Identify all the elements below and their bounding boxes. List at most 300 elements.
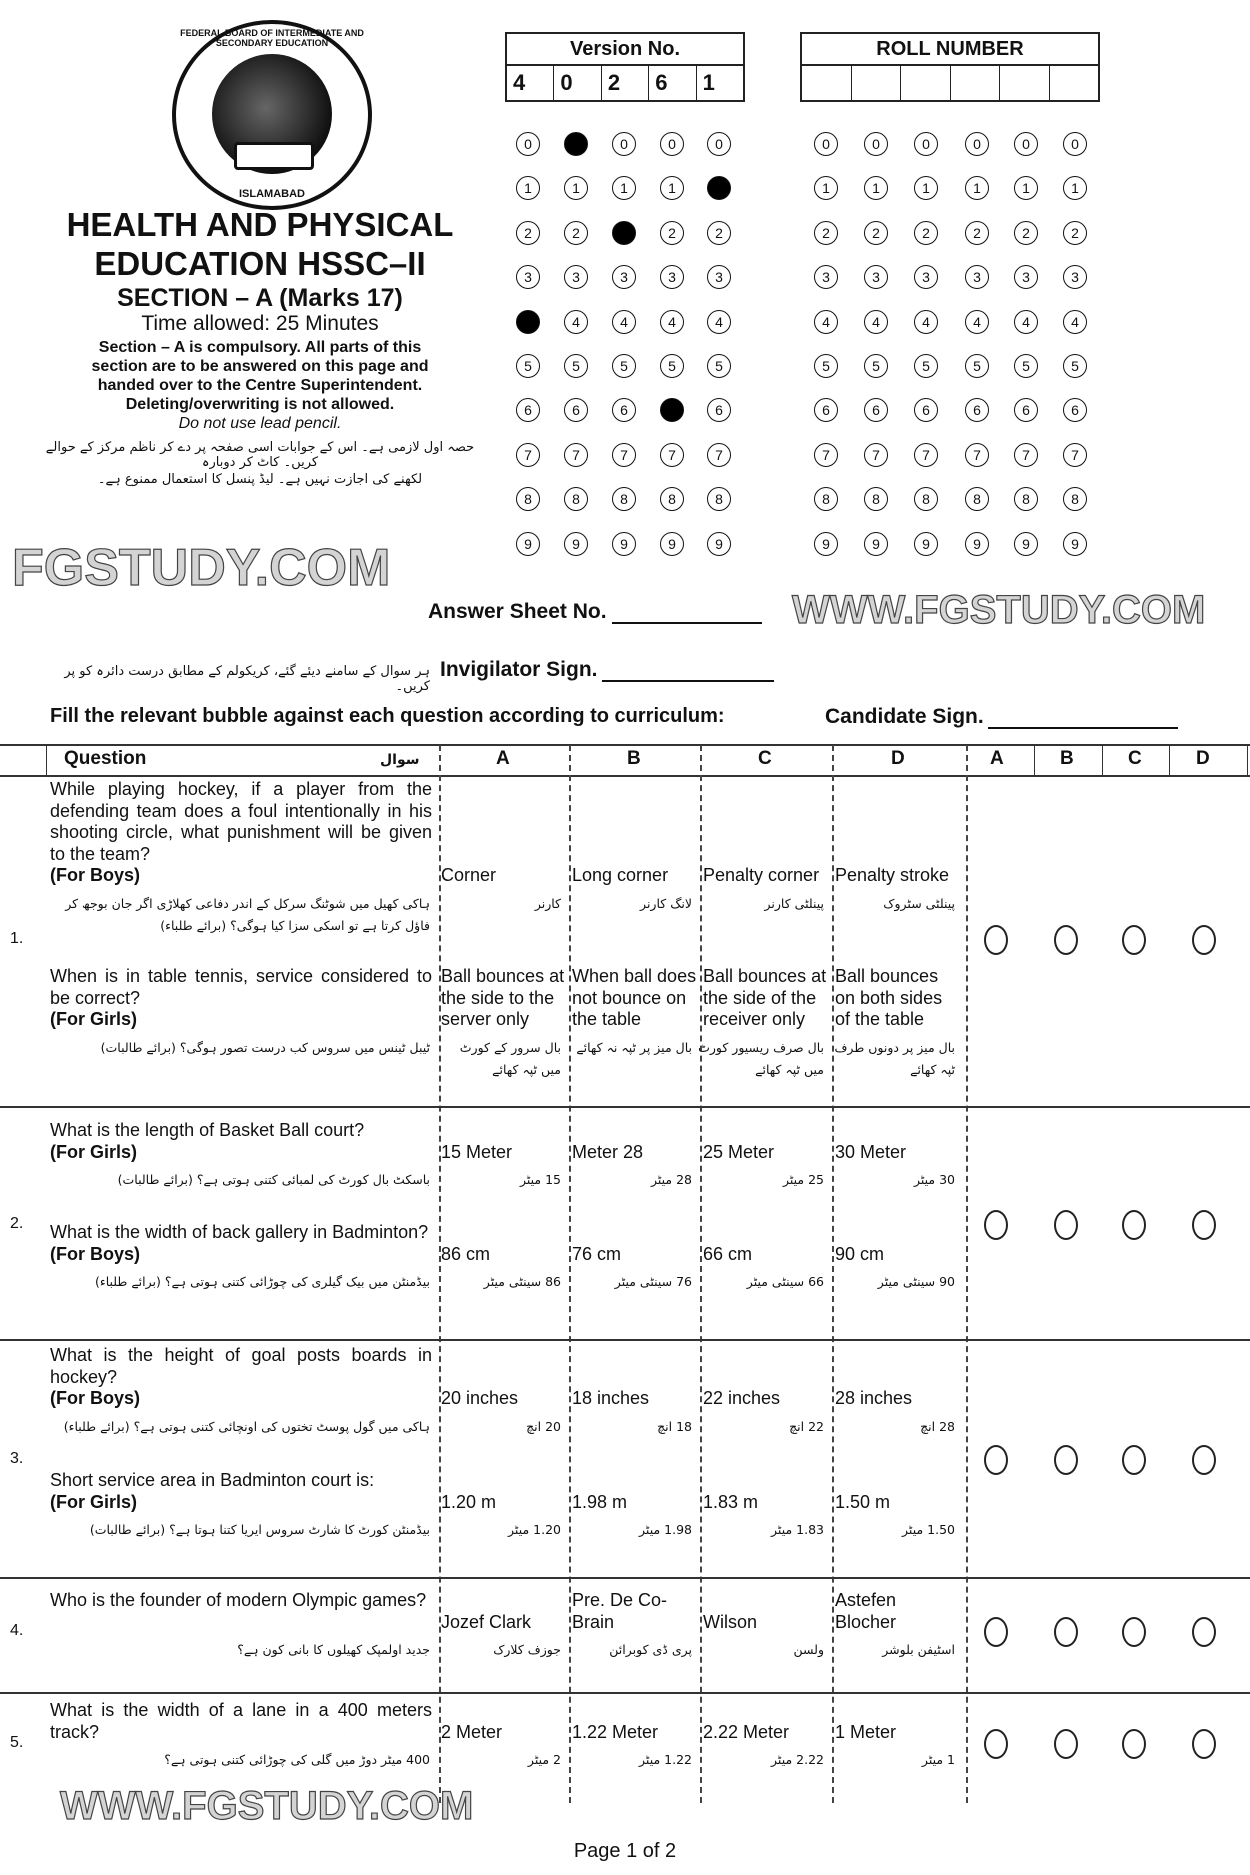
bubble-digit: 1	[620, 180, 628, 196]
candidate-sign-field[interactable]	[988, 727, 1178, 729]
bubble-digit: 5	[572, 358, 580, 374]
bubble-digit: 3	[922, 269, 930, 285]
option-urdu-c: 66 سینٹی میٹر	[746, 1274, 824, 1289]
roll-number-bubble[interactable]	[914, 487, 938, 511]
bubble-digit: 3	[715, 269, 723, 285]
option-c: Ball bounces at the side of the receiver only	[703, 966, 827, 1029]
bubble-digit: 2	[822, 225, 830, 241]
answer-bubble-c[interactable]	[1122, 1617, 1146, 1647]
roll-number-bubble[interactable]	[864, 310, 888, 334]
option-urdu-a: بال سرور کے کورٹ میں ٹپہ کھائے	[459, 1039, 561, 1077]
bubble-digit: 7	[715, 447, 723, 463]
option-d: 1.50 m	[835, 1491, 891, 1512]
bubble-digit: 4	[1071, 314, 1079, 330]
version-bubble[interactable]	[516, 398, 540, 422]
instruction-line: Do not use lead pencil.	[178, 415, 342, 432]
roll-digit-input[interactable]	[852, 66, 902, 100]
roll-number-bubble[interactable]	[1063, 176, 1087, 200]
version-digit: 4	[507, 66, 554, 100]
version-bubble[interactable]	[660, 443, 684, 467]
bubble-digit: 1	[668, 180, 676, 196]
invigilator-row	[440, 658, 774, 682]
roll-number-bubble[interactable]	[914, 265, 938, 289]
instructions	[40, 338, 480, 433]
roll-number-bubble[interactable]	[864, 221, 888, 245]
option-urdu-b: 1.98 میٹر	[639, 1522, 692, 1537]
option-a: 2 Meter	[441, 1721, 503, 1742]
version-bubble[interactable]	[660, 176, 684, 200]
roll-number-box	[800, 32, 1100, 102]
bubble-digit: 5	[620, 358, 628, 374]
question-audience-tag: (For Boys)	[50, 865, 140, 885]
version-bubble[interactable]	[564, 310, 588, 334]
version-bubble[interactable]	[660, 354, 684, 378]
version-bubble[interactable]	[612, 265, 636, 289]
option-urdu-c: 1.83 میٹر	[771, 1522, 824, 1537]
option-b: Pre. De Co-Brain	[572, 1590, 668, 1632]
version-bubble[interactable]	[707, 532, 731, 556]
roll-number-bubble[interactable]	[814, 487, 838, 511]
roll-number-bubble[interactable]	[1014, 532, 1038, 556]
candidate-row	[825, 705, 1178, 729]
roll-digit-input[interactable]	[1050, 66, 1099, 100]
version-bubble[interactable]	[612, 398, 636, 422]
option-urdu-c: 22 انچ	[789, 1418, 824, 1434]
roll-number-bubble[interactable]	[1063, 443, 1087, 467]
option-c: 1.83 m	[703, 1491, 759, 1512]
bubble-digit: 2	[872, 225, 880, 241]
bubble-digit: 7	[922, 447, 930, 463]
bubble-digit: 0	[1071, 136, 1079, 152]
roll-number-bubble[interactable]	[1063, 310, 1087, 334]
question-text: What is the height of goal posts boards in hockey?	[50, 1345, 432, 1387]
bubble-digit: 5	[1022, 358, 1030, 374]
version-bubble[interactable]	[707, 176, 731, 200]
option-c: Penalty corner	[703, 865, 820, 885]
bubble-digit: 7	[973, 447, 981, 463]
version-bubble[interactable]	[612, 532, 636, 556]
option-urdu-a: 1.20 میٹر	[508, 1522, 561, 1537]
option-urdu-d: پینلٹی سٹروک	[883, 895, 955, 911]
option-c: 25 Meter	[703, 1141, 775, 1162]
roll-number-bubble[interactable]	[914, 398, 938, 422]
version-bubble[interactable]	[516, 265, 540, 289]
version-bubble[interactable]	[660, 221, 684, 245]
question-text: Short service area in Badminton court is:	[50, 1470, 375, 1490]
question-text-block	[50, 1470, 436, 1513]
question-text-block	[50, 1120, 436, 1163]
version-bubble[interactable]	[564, 265, 588, 289]
option-c: 22 inches	[703, 1388, 781, 1408]
bubble-digit: 3	[620, 269, 628, 285]
option-a: Ball bounces at the side to the server only	[441, 966, 565, 1029]
version-bubble[interactable]	[707, 443, 731, 467]
book-icon	[234, 142, 314, 170]
time-allowed: Time allowed: 25 Minutes	[141, 312, 379, 335]
bubble-digit: 9	[715, 536, 723, 552]
option-urdu-a: 15 میٹر	[519, 1172, 561, 1187]
bubble-digit: 5	[1071, 358, 1079, 374]
option-d: Ball bounces on both sides of the table	[835, 966, 943, 1029]
roll-number-bubble[interactable]	[814, 398, 838, 422]
bubble-instruction-urdu: ہر سوال کے سامنے دیئے گئے، کریکولم کے مطابق درست دائرہ کو پر کریں۔	[64, 664, 430, 694]
question-urdu: جدید اولمپک کھیلوں کا بانی کون ہے؟	[237, 1642, 430, 1657]
roll-number-bubble[interactable]	[1063, 132, 1087, 156]
header-option-b: B	[627, 748, 641, 769]
version-bubble[interactable]	[660, 487, 684, 511]
bubble-digit: 1	[1022, 180, 1030, 196]
roll-number-bubble[interactable]	[965, 398, 989, 422]
roll-number-bubble[interactable]	[914, 132, 938, 156]
answer-bubble-d[interactable]	[1192, 1445, 1216, 1475]
roll-number-bubble[interactable]	[914, 176, 938, 200]
roll-number-bubble[interactable]	[814, 132, 838, 156]
logo-ring-text: FEDERAL BOARD OF INTERMEDIATE AND SECONDARY EDUCATION	[180, 28, 364, 48]
roll-number-bubble[interactable]	[965, 443, 989, 467]
bubble-digit: 9	[1022, 536, 1030, 552]
option-c: Wilson	[703, 1611, 758, 1632]
roll-number-bubble[interactable]	[864, 132, 888, 156]
version-bubble[interactable]	[516, 354, 540, 378]
question-audience-tag: (For Girls)	[50, 1141, 138, 1162]
header-option-d: D	[891, 748, 905, 769]
question-part	[50, 1470, 1050, 1541]
bubble-digit: 1	[922, 180, 930, 196]
bubble-digit: 8	[715, 491, 723, 507]
version-bubble[interactable]	[516, 176, 540, 200]
roll-number-bubble[interactable]	[814, 354, 838, 378]
question-audience-tag: (For Girls)	[50, 1491, 138, 1512]
option-b: Meter 28	[572, 1141, 644, 1162]
bubble-digit: 8	[1022, 491, 1030, 507]
bubble-digit: 0	[973, 136, 981, 152]
option-urdu-d: 1.50 میٹر	[902, 1522, 955, 1537]
version-bubble[interactable]	[707, 265, 731, 289]
option-urdu-d: 30 میٹر	[913, 1172, 955, 1187]
bubble-digit: 5	[524, 358, 532, 374]
bubble-digit: 3	[572, 269, 580, 285]
instruction-line: handed over to the Centre Superintendent.	[97, 377, 423, 394]
version-bubble[interactable]	[707, 310, 731, 334]
option-urdu-d: 90 سینٹی میٹر	[877, 1274, 955, 1289]
roll-number-bubble[interactable]	[965, 176, 989, 200]
version-bubble[interactable]	[516, 532, 540, 556]
bubble-digit: 3	[1022, 269, 1030, 285]
divider	[1247, 745, 1248, 775]
answer-bubble-c[interactable]	[1122, 1210, 1146, 1240]
bubble-digit: 9	[524, 536, 532, 552]
bubble-digit: 0	[715, 136, 723, 152]
roll-number-bubble[interactable]	[864, 398, 888, 422]
bubble-digit: 0	[822, 136, 830, 152]
roll-number-bubble[interactable]	[965, 487, 989, 511]
roll-number-bubble[interactable]	[814, 221, 838, 245]
question-text: When is in table tennis, service considered to be correct?	[50, 966, 432, 1008]
candidate-label: Candidate Sign.	[825, 705, 984, 728]
question-number: 2.	[10, 1215, 24, 1232]
roll-digit-input[interactable]	[951, 66, 1001, 100]
table-top-border	[0, 744, 1250, 746]
section-title: SECTION – A (Marks 17)	[117, 284, 403, 312]
bubble-digit: 8	[524, 491, 532, 507]
logo-city: ISLAMABAD	[239, 188, 305, 200]
bubble-digit: 5	[715, 358, 723, 374]
roll-number-bubble[interactable]	[1063, 532, 1087, 556]
roll-number-bubble[interactable]	[864, 532, 888, 556]
option-urdu-a: جوزف کلارک	[493, 1642, 561, 1657]
version-bubble[interactable]	[564, 354, 588, 378]
roll-digit-input[interactable]	[802, 66, 852, 100]
bubble-digit: 0	[620, 136, 628, 152]
bubble-digit: 9	[572, 536, 580, 552]
version-bubble[interactable]	[707, 354, 731, 378]
roll-number-bubble[interactable]	[965, 265, 989, 289]
version-bubble[interactable]	[564, 398, 588, 422]
bubble-digit: 4	[1022, 314, 1030, 330]
question-part	[50, 1222, 1050, 1293]
question-text: What is the length of Basket Ball court?	[50, 1120, 365, 1140]
roll-digit-input[interactable]	[901, 66, 951, 100]
roll-number-bubble[interactable]	[814, 443, 838, 467]
version-bubble[interactable]	[612, 310, 636, 334]
version-bubble[interactable]	[516, 310, 540, 334]
roll-number-bubble[interactable]	[864, 265, 888, 289]
bubble-digit: 6	[1022, 402, 1030, 418]
option-a: Jozef Clark	[441, 1611, 532, 1632]
version-bubble[interactable]	[707, 487, 731, 511]
version-bubble[interactable]	[707, 398, 731, 422]
roll-number-bubble[interactable]	[965, 532, 989, 556]
roll-number-bubble[interactable]	[864, 176, 888, 200]
roll-number-bubble[interactable]	[1014, 487, 1038, 511]
roll-number-bubble[interactable]	[814, 310, 838, 334]
bubble-digit: 2	[524, 225, 532, 241]
question-text: While playing hockey, if a player from the defending team does a foul intentionally in his shooting circle, what punishment will be given to the team?	[50, 779, 432, 864]
bubble-digit: 6	[620, 402, 628, 418]
question-urdu: ہاکی کھیل میں شوٹنگ سرکل کے اندر دفاعی کھلاڑی اگر جان بوجھ کر فاؤل کرتا ہے تو اسکی سزا کیا ہوگی؟ (برائے طلباء)	[65, 895, 430, 933]
answer-bubble-c[interactable]	[1122, 1445, 1146, 1475]
version-bubble[interactable]	[612, 132, 636, 156]
roll-number-bubble[interactable]	[814, 176, 838, 200]
option-urdu-c: 2.22 میٹر	[771, 1752, 824, 1767]
answer-bubble-d[interactable]	[1192, 925, 1216, 955]
version-bubble[interactable]	[564, 487, 588, 511]
version-bubble[interactable]	[564, 443, 588, 467]
roll-number-bubble[interactable]	[1014, 354, 1038, 378]
version-bubble[interactable]	[707, 221, 731, 245]
roll-number-bubble[interactable]	[864, 443, 888, 467]
question-number: 1.	[10, 930, 24, 947]
question-urdu: بیڈمنٹن کورٹ کا شارٹ سروس ایریا کتنا ہوتا ہے؟ (برائے طالبات)	[89, 1522, 430, 1537]
version-digit: 6	[649, 66, 696, 100]
roll-number-bubble[interactable]	[1014, 398, 1038, 422]
answer-sheet-field[interactable]	[612, 622, 762, 624]
option-urdu-d: 1 میٹر	[921, 1752, 955, 1767]
option-d: 90 cm	[835, 1243, 885, 1264]
option-urdu-c: پینلٹی کارنر	[764, 895, 824, 911]
version-bubble[interactable]	[707, 132, 731, 156]
roll-number-bubble[interactable]	[1063, 221, 1087, 245]
bubble-digit: 9	[822, 536, 830, 552]
bubble-digit: 6	[572, 402, 580, 418]
option-urdu-b: 18 انچ	[657, 1418, 692, 1434]
version-bubble[interactable]	[564, 176, 588, 200]
header-question-urdu: سوال	[380, 752, 420, 768]
header-answer-c: C	[1128, 748, 1142, 769]
roll-digit-input[interactable]	[1000, 66, 1050, 100]
version-bubble[interactable]	[516, 487, 540, 511]
option-urdu-d: اسٹیفن بلوشر	[882, 1642, 955, 1657]
answer-bubble-d[interactable]	[1192, 1210, 1216, 1240]
bubble-digit: 9	[922, 536, 930, 552]
bubble-digit: 8	[620, 491, 628, 507]
version-bubble[interactable]	[516, 443, 540, 467]
version-bubble[interactable]	[516, 132, 540, 156]
roll-number-bubble[interactable]	[965, 354, 989, 378]
question-number: 4.	[10, 1622, 24, 1639]
roll-number-bubble[interactable]	[965, 221, 989, 245]
bubble-digit: 2	[1022, 225, 1030, 241]
bubble-digit: 7	[822, 447, 830, 463]
option-urdu-d: 28 انچ	[920, 1418, 955, 1434]
bubble-digit: 4	[668, 314, 676, 330]
header-option-a: A	[496, 748, 510, 769]
version-bubble[interactable]	[660, 310, 684, 334]
answer-bubble-b[interactable]	[1054, 1445, 1078, 1475]
bubble-digit: 9	[973, 536, 981, 552]
version-bubble[interactable]	[660, 398, 684, 422]
bubble-digit: 1	[524, 180, 532, 196]
option-a: 1.20 m	[441, 1491, 497, 1512]
option-urdu-a: 2 میٹر	[527, 1752, 561, 1767]
version-digit: 0	[554, 66, 601, 100]
roll-number-bubble[interactable]	[814, 532, 838, 556]
question-audience-tag: (For Girls)	[50, 1009, 138, 1029]
version-bubble[interactable]	[516, 221, 540, 245]
option-b: When ball does not bounce on the table	[572, 966, 697, 1029]
roll-number-bubble[interactable]	[1063, 265, 1087, 289]
answer-bubble-c[interactable]	[1122, 925, 1146, 955]
version-bubble[interactable]	[660, 265, 684, 289]
roll-number-bubble[interactable]	[914, 443, 938, 467]
option-urdu-a: 20 انچ	[526, 1418, 561, 1434]
instruction-line: section are to be answered on this page and	[91, 358, 429, 375]
version-bubble[interactable]	[612, 443, 636, 467]
answer-bubble-b[interactable]	[1054, 1617, 1078, 1647]
roll-number-bubble[interactable]	[1014, 176, 1038, 200]
invigilator-sign-field[interactable]	[602, 680, 774, 682]
roll-number-bubble[interactable]	[1014, 310, 1038, 334]
version-bubble[interactable]	[564, 132, 588, 156]
option-urdu-c: بال صرف ریسیور کورٹ میں ٹپہ کھائے	[698, 1039, 824, 1077]
bubble-digit: 5	[822, 358, 830, 374]
roll-number-bubble[interactable]	[1063, 354, 1087, 378]
question-text: What is the width of a lane in a 400 meters track?	[50, 1700, 432, 1742]
version-bubble[interactable]	[612, 487, 636, 511]
question-audience-tag: (For Boys)	[50, 1243, 140, 1264]
bubble-digit: 6	[715, 402, 723, 418]
bubble-digit: 6	[524, 402, 532, 418]
version-bubble[interactable]	[564, 532, 588, 556]
bubble-digit: 2	[922, 225, 930, 241]
question-text-block	[50, 1222, 436, 1265]
answer-bubble-c[interactable]	[1122, 1729, 1146, 1759]
option-urdu-c: ولسن	[793, 1642, 824, 1657]
row-divider	[0, 1692, 1250, 1694]
version-bubble[interactable]	[612, 221, 636, 245]
roll-number-bubble[interactable]	[1014, 443, 1038, 467]
bubble-digit: 4	[572, 314, 580, 330]
bubble-digit: 2	[973, 225, 981, 241]
roll-number-bubble[interactable]	[1063, 398, 1087, 422]
answer-sheet-no	[428, 600, 762, 624]
bubble-digit: 1	[572, 180, 580, 196]
bubble-digit: 5	[922, 358, 930, 374]
roll-number-bubble[interactable]	[1014, 132, 1038, 156]
answer-bubble-b[interactable]	[1054, 1729, 1078, 1759]
roll-number-bubble[interactable]	[814, 265, 838, 289]
option-b: Long corner	[572, 865, 669, 885]
roll-number-bubble[interactable]	[864, 487, 888, 511]
roll-number-bubble[interactable]	[965, 132, 989, 156]
answer-bubble-d[interactable]	[1192, 1617, 1216, 1647]
version-bubble[interactable]	[612, 176, 636, 200]
roll-number-bubble[interactable]	[914, 221, 938, 245]
option-b: 18 inches	[572, 1388, 650, 1408]
divider	[1102, 745, 1103, 775]
version-bubble[interactable]	[612, 354, 636, 378]
roll-number-bubble[interactable]	[1063, 487, 1087, 511]
bubble-digit: 0	[1022, 136, 1030, 152]
header-answer-a: A	[990, 748, 1004, 769]
roll-number-bubble[interactable]	[914, 310, 938, 334]
bubble-digit: 4	[715, 314, 723, 330]
bubble-digit: 5	[668, 358, 676, 374]
bubble-digit: 6	[872, 402, 880, 418]
roll-number-bubble[interactable]	[914, 532, 938, 556]
header-answer-b: B	[1060, 748, 1074, 769]
bubble-digit: 8	[1071, 491, 1079, 507]
bubble-digit: 1	[872, 180, 880, 196]
bubble-digit: 6	[1071, 402, 1079, 418]
option-d: 28 inches	[835, 1388, 913, 1408]
question-urdu: 400 میٹر دوڑ میں گلی کی چوڑائی کتنی ہوتی ہے؟	[164, 1752, 430, 1767]
roll-number-bubble[interactable]	[864, 354, 888, 378]
question-urdu: ہاکی میں گول پوسٹ تختوں کی اونچائی کتنی ہوتی ہے؟ (برائے طلباء)	[63, 1418, 430, 1434]
bubble-digit: 8	[872, 491, 880, 507]
answer-bubble-b[interactable]	[1054, 1210, 1078, 1240]
question-part	[50, 1120, 1050, 1191]
bubble-digit: 1	[973, 180, 981, 196]
bubble-digit: 3	[524, 269, 532, 285]
roll-number-bubble[interactable]	[965, 310, 989, 334]
bubble-digit: 6	[822, 402, 830, 418]
question-part	[50, 966, 1050, 1081]
roll-number-bubble[interactable]	[914, 354, 938, 378]
roll-number-bubble[interactable]	[1014, 265, 1038, 289]
answer-bubble-d[interactable]	[1192, 1729, 1216, 1759]
roll-number-bubble[interactable]	[1014, 221, 1038, 245]
version-bubble[interactable]	[564, 221, 588, 245]
question-urdu: ٹیبل ٹینس میں سروس کب درست تصور ہوگی؟ (برائے طالبات)	[100, 1039, 430, 1055]
subject-title-line1: HEALTH AND PHYSICAL	[66, 206, 454, 243]
version-bubble[interactable]	[660, 132, 684, 156]
version-bubble[interactable]	[660, 532, 684, 556]
bubble-digit: 0	[668, 136, 676, 152]
question-part	[50, 779, 1050, 937]
answer-bubble-b[interactable]	[1054, 925, 1078, 955]
question-part	[50, 1700, 1050, 1771]
